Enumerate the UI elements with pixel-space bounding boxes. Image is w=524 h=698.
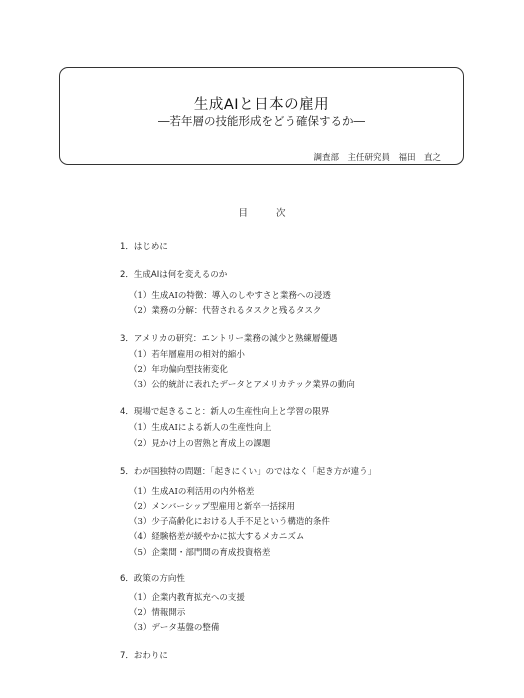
toc-item: （2）業務の分解：代替されるタスクと残るタスク <box>129 306 322 316</box>
toc-item: （1）生成AIの特徴：導入のしやすさと業務への浸透 <box>129 291 331 301</box>
toc-section: 5．わが国独特の問題：「起きにくい」のではなく「起き方が違う」 <box>120 467 377 477</box>
page-title: 生成AIと日本の雇用 <box>193 97 330 113</box>
page-subtitle: ―若年層の技能形成をどう確保するか― <box>158 114 365 128</box>
toc-item: （2）年功偏向型技術変化 <box>129 365 228 375</box>
toc-item: （1）企業内教育拡充への支援 <box>129 593 245 603</box>
toc-item: （1）若年層雇用の相対的縮小 <box>129 350 245 360</box>
toc-item: （1）生成AIによる新人の生産性向上 <box>129 423 272 433</box>
toc-item: （3）少子高齢化における人手不足という構造的条件 <box>129 517 330 527</box>
title-box <box>59 67 464 165</box>
toc-section: 6．政策の方向性 <box>120 574 185 584</box>
toc-heading: 目次 <box>238 208 314 219</box>
toc-item: （5）企業間・部門間の育成投資格差 <box>129 548 271 558</box>
author-line: 調査部 主任研究員 福田 直之 <box>313 153 441 163</box>
toc-item: （4）経験格差が緩やかに拡大するメカニズム <box>129 532 305 542</box>
toc-section: 3．アメリカの研究：エントリー業務の減少と熟練層優遇 <box>120 334 338 344</box>
toc-section: 4．現場で起きること：新人の生産性向上と学習の限界 <box>120 407 330 417</box>
toc-section: 7．おわりに <box>120 651 168 661</box>
toc-item: （1）生成AIの利活用の内外格差 <box>129 487 255 497</box>
toc-section: 1．はじめに <box>120 242 168 252</box>
toc-item: （2）情報開示 <box>129 608 186 618</box>
toc-item: （2）見かけ上の習熟と育成上の課題 <box>129 439 271 449</box>
toc-section: 2．生成AIは何を変えるのか <box>120 270 228 280</box>
toc-item: （2）メンバーシップ型雇用と新卒一括採用 <box>129 502 295 512</box>
toc-item: （3）データ基盤の整備 <box>129 623 220 633</box>
toc-item: （3）公的統計に表れたデータとアメリカテック業界の動向 <box>129 380 355 390</box>
